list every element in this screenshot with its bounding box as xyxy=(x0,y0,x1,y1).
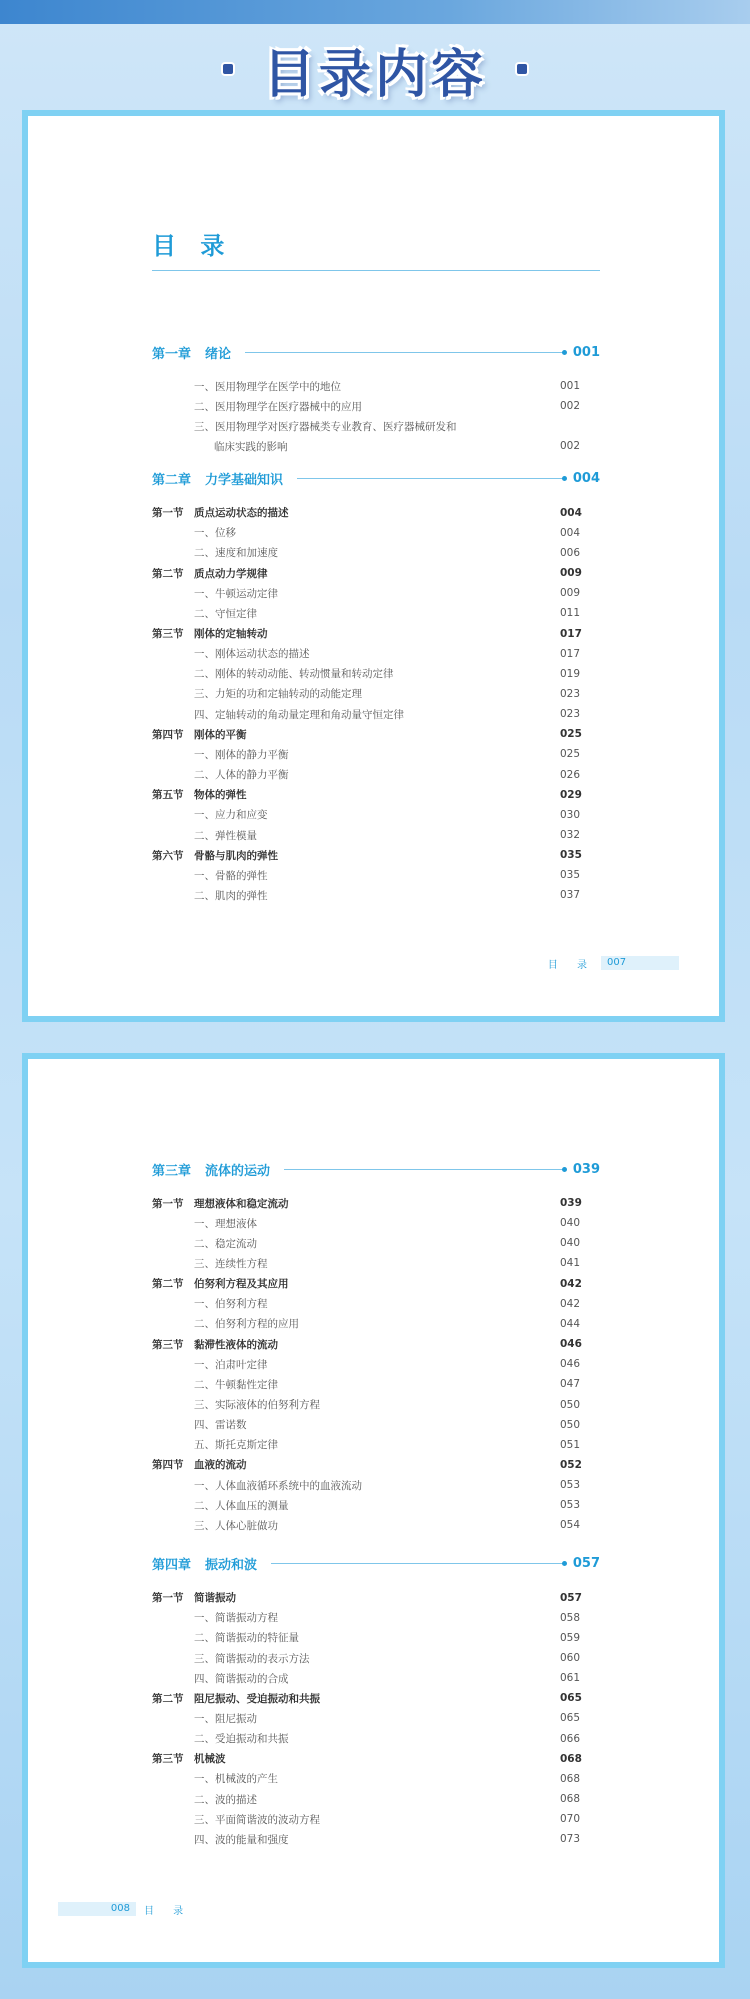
chapter-title: 力学基础知识 xyxy=(205,473,284,489)
item-page: 032 xyxy=(560,829,581,841)
leader-line xyxy=(271,1563,565,1564)
section-title: 骨骼与肌肉的弹性 xyxy=(194,849,278,862)
item-title: 二、弹性模量 xyxy=(194,829,257,842)
toc-item-row[interactable] xyxy=(152,436,600,456)
toc-section-row[interactable] xyxy=(152,724,600,744)
section-title: 理想液体和稳定流动 xyxy=(194,1197,289,1210)
bullet-right-icon xyxy=(517,64,527,74)
toc-item-row[interactable] xyxy=(152,1608,600,1628)
item-page: 050 xyxy=(560,1418,581,1431)
leader-line xyxy=(245,352,565,353)
item-title: 四、雷诺数 xyxy=(194,1419,247,1432)
toc-item-row[interactable] xyxy=(152,744,600,764)
toc-section-row[interactable] xyxy=(152,1193,600,1213)
toc-item-row[interactable] xyxy=(152,1253,600,1273)
item-title: 三、简谐振动的表示方法 xyxy=(194,1652,310,1665)
item-page: 042 xyxy=(560,1297,581,1310)
item-page: 004 xyxy=(560,526,581,539)
toc-item-row[interactable] xyxy=(152,1809,600,1829)
item-page: 011 xyxy=(560,607,581,620)
item-page: 030 xyxy=(560,808,581,821)
item-title: 一、位移 xyxy=(194,527,236,540)
toc-item-row[interactable] xyxy=(152,1515,600,1535)
toc-heading: 目 录 xyxy=(152,232,233,260)
footer-page-number: 008 xyxy=(58,1902,136,1916)
toc-page-1 xyxy=(22,110,725,1022)
item-title: 一、刚体的静力平衡 xyxy=(194,748,289,761)
item-page: 073 xyxy=(560,1833,581,1846)
item-page: 019 xyxy=(560,667,581,680)
banner-title xyxy=(0,34,750,104)
item-page: 054 xyxy=(560,1519,581,1532)
item-title: 二、牛顿黏性定律 xyxy=(194,1378,278,1391)
item-title: 一、人体血液循环系统中的血液流动 xyxy=(194,1479,362,1492)
section-number: 第一节 xyxy=(152,1197,184,1210)
section-page: 065 xyxy=(560,1692,582,1705)
toc-item-row[interactable] xyxy=(152,603,600,623)
section-page: 039 xyxy=(560,1197,582,1209)
item-page: 001 xyxy=(560,380,581,392)
item-page: 060 xyxy=(560,1652,581,1664)
toc-item-row[interactable] xyxy=(152,825,600,845)
toc-item-row[interactable] xyxy=(152,416,600,436)
section-title: 血液的流动 xyxy=(194,1459,247,1472)
section-title: 阻尼振动、受迫振动和共振 xyxy=(194,1692,320,1705)
item-title: 二、波的描述 xyxy=(194,1793,257,1806)
toc-section-row[interactable] xyxy=(152,1588,600,1608)
chapter-title: 绪论 xyxy=(205,346,232,362)
item-title: 二、人体血压的测量 xyxy=(194,1499,289,1512)
item-page: 059 xyxy=(560,1631,581,1644)
section-number: 第二节 xyxy=(152,567,184,580)
toc-section-row[interactable] xyxy=(152,503,600,523)
section-number: 第三节 xyxy=(152,1338,184,1351)
item-title: 三、平面简谐波的波动方程 xyxy=(194,1813,320,1826)
section-number: 第一节 xyxy=(152,507,184,520)
toc-item-row[interactable] xyxy=(152,1374,600,1394)
item-title: 二、稳定流动 xyxy=(194,1237,257,1250)
item-page: 058 xyxy=(560,1611,581,1624)
chapter-heading[interactable] xyxy=(152,342,600,362)
item-title: 一、泊肃叶定律 xyxy=(194,1358,268,1371)
item-title: 二、伯努利方程的应用 xyxy=(194,1318,299,1331)
leader-line xyxy=(297,478,565,479)
toc-item-row[interactable] xyxy=(152,704,600,724)
section-title: 机械波 xyxy=(194,1753,226,1766)
toc-item-row[interactable] xyxy=(152,1233,600,1253)
item-page: 023 xyxy=(560,708,581,721)
chapter-number: 第三章 xyxy=(152,1163,192,1179)
section-page: 017 xyxy=(560,627,582,640)
chapter-number: 第一章 xyxy=(152,346,192,362)
toc-item-row[interactable] xyxy=(152,1294,600,1314)
bullet-left-icon xyxy=(223,64,233,74)
chapter-page: 004 xyxy=(572,471,600,487)
toc-item-row[interactable] xyxy=(152,1415,600,1435)
section-page: 052 xyxy=(560,1458,582,1471)
item-page: 070 xyxy=(560,1813,581,1826)
item-title: 五、斯托克斯定律 xyxy=(194,1439,278,1452)
item-title: 一、应力和应变 xyxy=(194,809,268,822)
toc-item-row[interactable] xyxy=(152,885,600,905)
toc-item-row[interactable] xyxy=(152,1495,600,1515)
toc-heading-rule xyxy=(152,270,600,271)
item-page: 037 xyxy=(560,889,581,902)
chapter-number: 第二章 xyxy=(152,473,192,489)
item-title: 二、简谐振动的特征量 xyxy=(194,1632,299,1645)
section-number: 第四节 xyxy=(152,728,184,741)
item-page: 017 xyxy=(560,647,581,660)
toc-item-row[interactable] xyxy=(152,1314,600,1334)
item-page: 025 xyxy=(560,748,581,761)
toc-item-row[interactable] xyxy=(152,1789,600,1809)
toc-item-row[interactable] xyxy=(152,1729,600,1749)
toc-item-row[interactable] xyxy=(152,1475,600,1495)
toc-item-row[interactable] xyxy=(152,865,600,885)
item-title: 一、医用物理学在医学中的地位 xyxy=(194,380,341,393)
item-title: 四、简谐振动的合成 xyxy=(194,1672,289,1685)
item-title: 二、受迫振动和共振 xyxy=(194,1733,289,1746)
section-page: 025 xyxy=(560,728,582,741)
chapter-title: 振动和波 xyxy=(205,1558,258,1574)
toc-item-row[interactable] xyxy=(152,1668,600,1688)
item-title: 三、力矩的功和定轴转动的动能定理 xyxy=(194,688,362,701)
toc-item-row[interactable] xyxy=(152,376,600,396)
item-page: 066 xyxy=(560,1732,581,1745)
section-number: 第五节 xyxy=(152,789,184,802)
toc-item-row[interactable] xyxy=(152,543,600,563)
item-title: 一、简谐振动方程 xyxy=(194,1612,278,1625)
toc-item-row[interactable] xyxy=(152,1769,600,1789)
item-title: 一、伯努利方程 xyxy=(194,1298,268,1311)
section-number: 第二节 xyxy=(152,1278,184,1291)
section-title: 质点动力学规律 xyxy=(194,567,268,580)
item-page: 023 xyxy=(560,687,581,700)
item-page: 053 xyxy=(560,1499,581,1512)
item-page: 044 xyxy=(560,1317,581,1330)
toc-item-row[interactable] xyxy=(152,805,600,825)
item-page: 068 xyxy=(560,1793,581,1806)
toc-section-row[interactable] xyxy=(152,1274,600,1294)
item-page: 050 xyxy=(560,1398,581,1411)
chapter-heading[interactable] xyxy=(152,1159,600,1179)
item-title: 一、机械波的产生 xyxy=(194,1773,278,1786)
item-title: 二、肌肉的弹性 xyxy=(194,889,268,902)
item-page: 009 xyxy=(560,587,581,600)
item-title: 二、刚体的转动动能、转动惯量和转动定律 xyxy=(194,668,394,681)
item-title: 二、速度和加速度 xyxy=(194,547,278,560)
toc-item-row[interactable] xyxy=(152,523,600,543)
toc-section-row[interactable] xyxy=(152,563,600,583)
toc-item-row[interactable] xyxy=(152,1628,600,1648)
footer-label: 目 录 xyxy=(144,1905,192,1917)
item-title: 一、刚体运动状态的描述 xyxy=(194,648,310,661)
item-title: 三、医用物理学对医疗器械类专业教育、医疗器械研发和 xyxy=(194,420,457,433)
toc-section-row[interactable] xyxy=(152,845,600,865)
item-page: 006 xyxy=(560,546,581,559)
toc-section-row[interactable] xyxy=(152,1455,600,1475)
toc-item-row[interactable] xyxy=(152,1648,600,1668)
item-page: 035 xyxy=(560,869,581,882)
section-number: 第六节 xyxy=(152,849,184,862)
item-title: 二、医用物理学在医疗器械中的应用 xyxy=(194,400,362,413)
section-page: 068 xyxy=(560,1752,582,1765)
toc-item-row[interactable] xyxy=(152,1435,600,1455)
section-number: 第二节 xyxy=(152,1692,184,1705)
section-title: 刚体的平衡 xyxy=(194,728,247,741)
toc-item-row[interactable] xyxy=(152,664,600,684)
leader-line xyxy=(284,1169,565,1170)
section-page: 004 xyxy=(560,506,582,519)
item-title: 三、实际液体的伯努利方程 xyxy=(194,1399,320,1411)
item-title: 四、定轴转动的角动量定理和角动量守恒定律 xyxy=(194,708,404,721)
item-page: 002 xyxy=(560,440,581,453)
toc-section-row[interactable] xyxy=(152,1688,600,1708)
item-page: 041 xyxy=(560,1257,581,1270)
page-footer xyxy=(548,956,679,970)
toc-page-2 xyxy=(22,1053,725,1968)
item-title: 一、骨骼的弹性 xyxy=(194,869,268,882)
item-title: 四、波的能量和强度 xyxy=(194,1833,289,1846)
item-title: 二、人体的静力平衡 xyxy=(194,769,289,782)
section-title: 物体的弹性 xyxy=(194,789,247,802)
toc-item-row[interactable] xyxy=(152,1829,600,1849)
item-page: 002 xyxy=(560,400,581,413)
section-number: 第三节 xyxy=(152,1753,184,1766)
item-title: 一、理想液体 xyxy=(194,1217,257,1230)
chapter-number: 第四章 xyxy=(152,1558,192,1574)
toc-item-row[interactable] xyxy=(152,1354,600,1374)
section-page: 029 xyxy=(560,788,582,801)
chapter-page: 057 xyxy=(572,1556,600,1572)
chapter-heading[interactable] xyxy=(152,469,600,489)
item-title: 一、牛顿运动定律 xyxy=(194,587,278,600)
section-page: 046 xyxy=(560,1338,582,1351)
toc-item-row[interactable] xyxy=(152,396,600,416)
item-page: 061 xyxy=(560,1672,581,1685)
item-page: 040 xyxy=(560,1237,581,1250)
section-page: 057 xyxy=(560,1591,582,1604)
item-title: 一、阻尼振动 xyxy=(194,1712,257,1725)
page-footer xyxy=(58,1902,191,1916)
section-number: 第三节 xyxy=(152,628,184,640)
banner-title-text: 目录内容 xyxy=(262,44,487,105)
top-banner-strip xyxy=(0,0,750,24)
item-page: 051 xyxy=(560,1438,581,1451)
item-page: 046 xyxy=(560,1358,581,1371)
toc-item-row[interactable] xyxy=(152,644,600,664)
item-page: 068 xyxy=(560,1772,581,1785)
item-title: 三、人体心脏做功 xyxy=(194,1519,278,1532)
toc-item-row[interactable] xyxy=(152,765,600,785)
section-title: 质点运动状态的描述 xyxy=(194,507,289,520)
section-page: 042 xyxy=(560,1277,582,1290)
section-page: 035 xyxy=(560,849,582,862)
toc-section-row[interactable] xyxy=(152,1749,600,1769)
section-title: 黏滞性液体的流动 xyxy=(194,1338,278,1351)
toc-item-row[interactable] xyxy=(152,1213,600,1233)
section-title: 伯努利方程及其应用 xyxy=(194,1278,289,1291)
item-page: 040 xyxy=(560,1217,581,1230)
item-page: 047 xyxy=(560,1378,581,1391)
toc-section-row[interactable] xyxy=(152,785,600,805)
toc-item-row[interactable] xyxy=(152,1708,600,1728)
item-page: 026 xyxy=(560,768,581,781)
item-page: 065 xyxy=(560,1712,581,1725)
item-title: 临床实践的影响 xyxy=(214,440,288,453)
toc-section-row[interactable] xyxy=(152,624,600,644)
chapter-page: 001 xyxy=(572,344,600,360)
section-number: 第四节 xyxy=(152,1459,184,1472)
chapter-page: 039 xyxy=(572,1161,600,1177)
section-number: 第一节 xyxy=(152,1592,184,1605)
toc-item-row[interactable] xyxy=(152,583,600,603)
section-page: 009 xyxy=(560,567,582,580)
item-title: 二、守恒定律 xyxy=(194,607,257,620)
footer-label: 目 录 xyxy=(547,959,595,971)
chapter-heading[interactable] xyxy=(152,1554,600,1574)
toc-section-row[interactable] xyxy=(152,1334,600,1354)
toc-item-row[interactable] xyxy=(152,684,600,704)
toc-item-row[interactable] xyxy=(152,1395,600,1415)
footer-page-number: 007 xyxy=(601,956,679,970)
item-page: 053 xyxy=(560,1479,581,1492)
item-title: 三、连续性方程 xyxy=(194,1257,268,1270)
section-title: 刚体的定轴转动 xyxy=(194,628,268,640)
section-title: 简谐振动 xyxy=(194,1592,236,1605)
chapter-title: 流体的运动 xyxy=(205,1163,271,1179)
